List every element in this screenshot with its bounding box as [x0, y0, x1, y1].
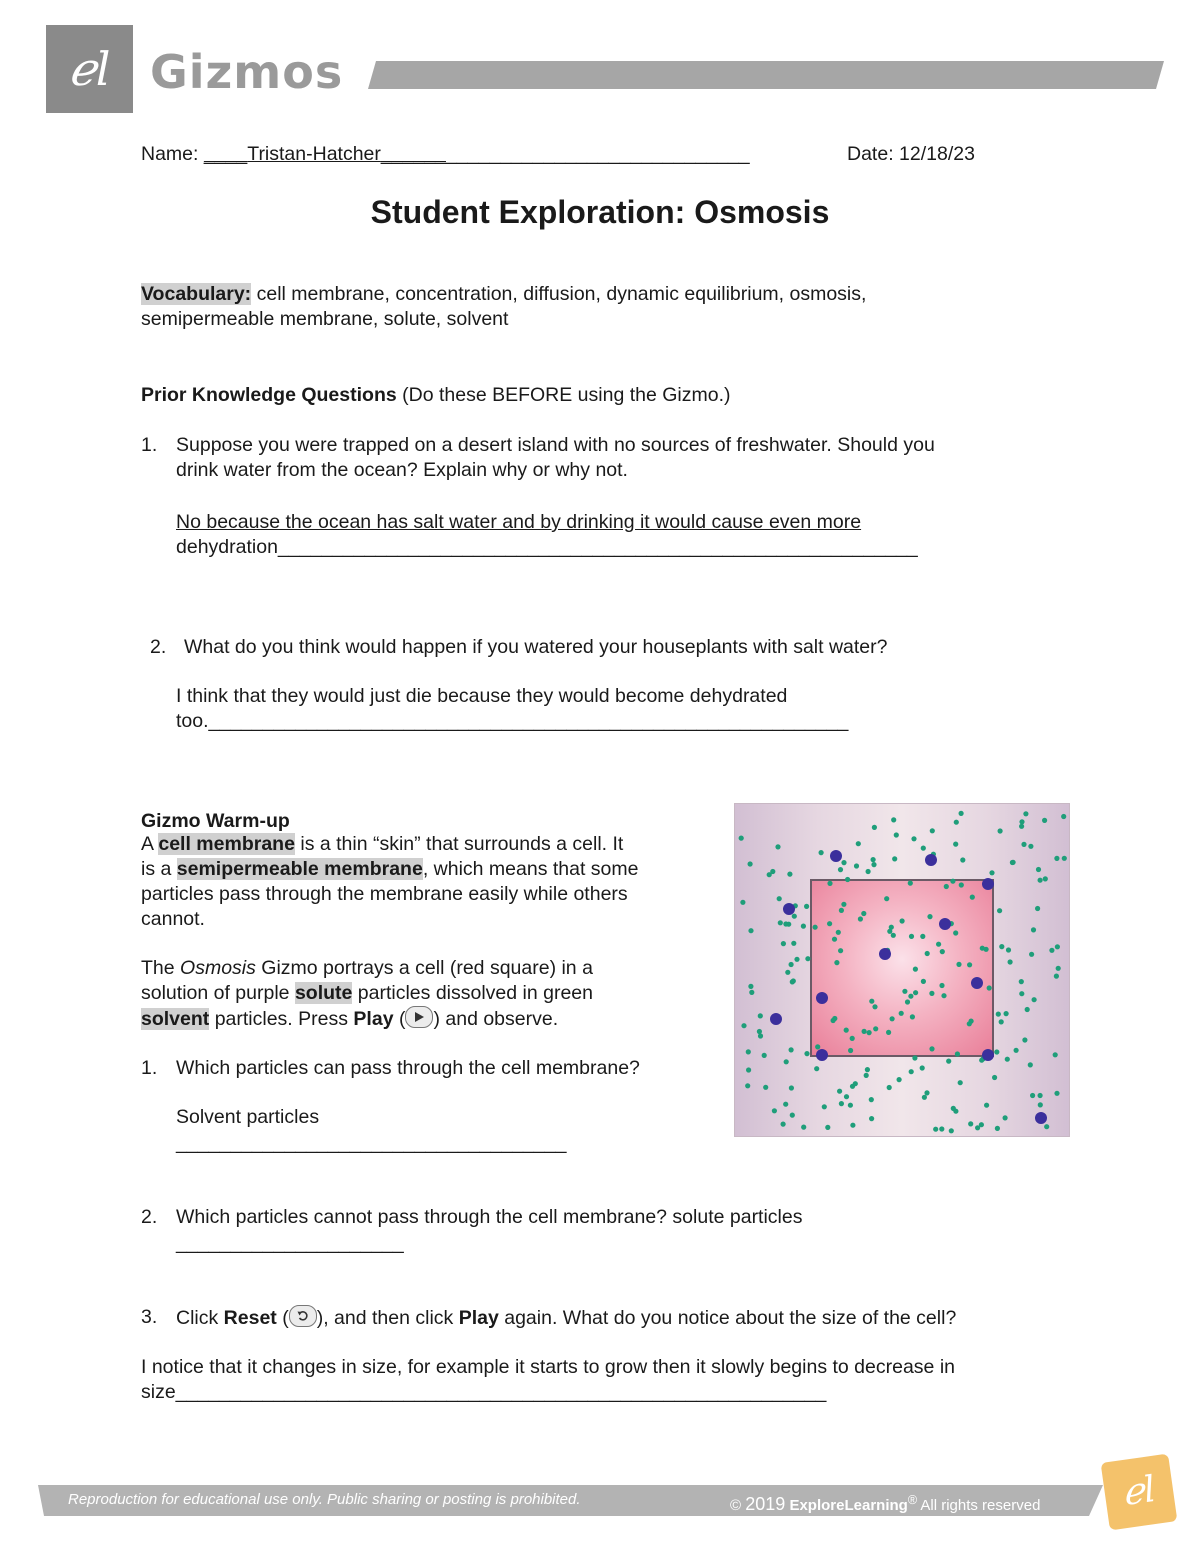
- solvent-particle: [954, 820, 959, 825]
- solvent-particle: [832, 937, 837, 942]
- solvent-particle: [1055, 944, 1060, 949]
- solvent-particle: [757, 1029, 762, 1034]
- solvent-particle: [858, 916, 863, 921]
- term-solute: solute: [294, 982, 353, 1004]
- solvent-particle: [886, 1030, 891, 1035]
- header-band: [368, 61, 1164, 89]
- solvent-particle: [1036, 867, 1041, 872]
- warmup-q3-b: (: [276, 1307, 289, 1329]
- osmosis-simulation-figure: [734, 803, 1070, 1137]
- solvent-particle: [922, 1095, 927, 1100]
- solvent-particle: [887, 1085, 892, 1090]
- solvent-particle: [822, 1104, 827, 1109]
- warmup-p2-italic: Osmosis: [180, 957, 256, 979]
- solvent-particle: [827, 921, 832, 926]
- solvent-particle: [790, 979, 795, 984]
- solvent-particle: [902, 989, 907, 994]
- solvent-particle: [999, 944, 1004, 949]
- solvent-particle: [950, 879, 955, 884]
- prior-a1-line-1[interactable]: [176, 510, 861, 535]
- solvent-particle: [939, 1126, 944, 1131]
- solvent-particle: [890, 1016, 895, 1021]
- solvent-particle: [789, 962, 794, 967]
- solvent-particle: [891, 817, 896, 822]
- solvent-particle: [781, 1122, 786, 1127]
- solvent-particle: [748, 861, 753, 866]
- warmup-p2-a: The: [141, 957, 181, 979]
- solvent-particle: [746, 1067, 751, 1072]
- solvent-particle: [929, 1046, 934, 1051]
- warmup-p2-line-3: [141, 1006, 558, 1032]
- solvent-particle: [949, 1128, 954, 1133]
- solvent-particle: [848, 1103, 853, 1108]
- solvent-particle: [953, 930, 958, 935]
- vocabulary-label: Vocabulary:: [141, 283, 252, 305]
- solvent-particle: [872, 1004, 877, 1009]
- solvent-particle: [792, 914, 797, 919]
- solvent-particle: [866, 869, 871, 874]
- warmup-p1-line-1: [141, 832, 623, 857]
- solvent-particle: [1044, 1124, 1049, 1129]
- solvent-particle: [913, 967, 918, 972]
- solvent-particle: [791, 941, 796, 946]
- solvent-particle: [967, 962, 972, 967]
- solvent-particle: [1021, 842, 1026, 847]
- prior-q1-line-2: drink water from the ocean? Explain why or why not.: [176, 459, 628, 481]
- prior-q2-text: What do you think would happen if you watered your houseplants with salt water?: [184, 636, 888, 658]
- solvent-particle: [913, 990, 918, 995]
- solvent-particle: [992, 1075, 997, 1080]
- solvent-particle: [984, 1103, 989, 1108]
- solvent-particle: [884, 896, 889, 901]
- solvent-particle: [813, 925, 818, 930]
- solvent-particle: [1003, 1115, 1008, 1120]
- solvent-particle: [831, 1018, 836, 1023]
- warmup-a1-line-2[interactable]: ____________________________________: [176, 1132, 567, 1154]
- warmup-p1-d: , which means that some: [422, 858, 639, 880]
- corner-logo-glyph: ℯl: [1119, 1468, 1159, 1515]
- warmup-q3-d: again. What do you notice about the size of the cell?: [498, 1307, 957, 1329]
- solute-particle: [830, 850, 842, 862]
- solvent-particle: [845, 877, 850, 882]
- solvent-particle: [1023, 811, 1028, 816]
- solute-particle: [879, 948, 891, 960]
- solvent-particle: [1028, 1062, 1033, 1067]
- prior-heading: Prior Knowledge Questions: [141, 384, 397, 406]
- solvent-particle: [967, 1021, 972, 1026]
- warmup-p2-line-1: [141, 956, 593, 981]
- warmup-q3-num: 3.: [141, 1306, 158, 1328]
- solvent-particle: [783, 921, 788, 926]
- solvent-particle: [1053, 1052, 1058, 1057]
- solvent-particle: [1035, 906, 1040, 911]
- solvent-particle: [1022, 1037, 1027, 1042]
- solvent-particle: [910, 1014, 915, 1019]
- warmup-a3-line-2[interactable]: size____________________________________________________________: [141, 1381, 827, 1403]
- gizmos-brand: Gizmos: [150, 45, 344, 99]
- solvent-particle: [865, 1067, 870, 1072]
- name-lead: ____: [203, 143, 248, 165]
- name-line: [141, 142, 750, 167]
- solvent-particle: [838, 867, 843, 872]
- solvent-particle: [762, 1053, 767, 1058]
- solvent-particle: [1043, 876, 1048, 881]
- solvent-particle: [1006, 947, 1011, 952]
- solvent-particle: [912, 1055, 917, 1060]
- solvent-particle: [1038, 1093, 1043, 1098]
- prior-q1-num: 1.: [141, 434, 158, 456]
- corner-logo: [1101, 1454, 1178, 1531]
- solute-particle: [1035, 1112, 1047, 1124]
- solute-particle: [816, 1049, 828, 1061]
- solvent-particle: [1028, 844, 1033, 849]
- warmup-p2-line-2: [141, 981, 593, 1006]
- prior-a1-line-2[interactable]: dehydration___________________________________________________________: [176, 536, 918, 558]
- solvent-particle: [836, 930, 841, 935]
- solvent-particle: [862, 1029, 867, 1034]
- prior-q2-num: 2.: [150, 636, 167, 658]
- solvent-particle: [741, 1023, 746, 1028]
- warmup-q3-a: Click: [176, 1307, 224, 1329]
- solvent-particle: [801, 924, 806, 929]
- solvent-particle: [944, 884, 949, 889]
- vocabulary-terms-1: cell membrane, concentration, diffusion, dynamic equilibrium, osmosis,: [251, 283, 867, 305]
- warmup-q2-num: 2.: [141, 1206, 158, 1228]
- solvent-particle: [995, 1126, 1000, 1131]
- solvent-particle: [1032, 997, 1037, 1002]
- solvent-particle: [814, 1066, 819, 1071]
- solvent-particle: [790, 1113, 795, 1118]
- solvent-particle: [900, 918, 905, 923]
- solvent-particle: [897, 1077, 902, 1082]
- solvent-particle: [749, 990, 754, 995]
- footer-copyright: [730, 1489, 1040, 1517]
- warmup-a2-line[interactable]: _____________________: [176, 1232, 404, 1254]
- footer-notice: Reproduction for educational use only. Public sharing or posting is prohibited.: [68, 1491, 581, 1508]
- solvent-particle: [789, 1047, 794, 1052]
- solvent-particle: [889, 925, 894, 930]
- solute-particle: [982, 1049, 994, 1061]
- play-label: Play: [353, 1008, 394, 1030]
- date-value[interactable]: 12/18/23: [899, 143, 975, 165]
- solvent-particle: [850, 1123, 855, 1128]
- solvent-particle: [953, 1109, 958, 1114]
- warmup-p1-line-4: cannot.: [141, 908, 205, 930]
- warmup-p1-line-3: particles pass through the membrane easily while others: [141, 883, 628, 905]
- solvent-particle: [825, 1125, 830, 1130]
- solvent-particle: [794, 957, 799, 962]
- name-underline: ____________________________: [445, 143, 750, 165]
- solvent-particle: [869, 999, 874, 1004]
- solvent-particle: [908, 881, 913, 886]
- solvent-particle: [854, 863, 859, 868]
- solvent-particle: [861, 911, 866, 916]
- solvent-particle: [745, 1083, 750, 1088]
- solvent-particle: [839, 1101, 844, 1106]
- vocabulary-terms-2: semipermeable membrane, solute, solvent: [141, 308, 509, 330]
- solvent-particle: [994, 1049, 999, 1054]
- solvent-particle: [1054, 974, 1059, 979]
- solute-particle: [939, 918, 951, 930]
- solvent-particle: [841, 902, 846, 907]
- solvent-particle: [905, 999, 910, 1004]
- date-line: [847, 142, 975, 167]
- solvent-particle: [740, 900, 745, 905]
- copyright-company: ExploreLearning: [785, 1497, 908, 1514]
- prior-a1-text: No because the ocean has salt water and by drinking it would cause even more: [176, 511, 862, 533]
- solvent-particle: [758, 1033, 763, 1038]
- warmup-p1-line-2: [141, 857, 639, 882]
- reset-icon: [289, 1305, 317, 1327]
- warmup-p2-d: particles dissolved in green: [352, 982, 594, 1004]
- solvent-particle: [1054, 856, 1059, 861]
- term-semipermeable-membrane: semipermeable membrane: [176, 858, 423, 880]
- solvent-particle: [891, 933, 896, 938]
- solute-particle: [982, 878, 994, 890]
- solvent-particle: [960, 857, 965, 862]
- warmup-q1-num: 1.: [141, 1057, 158, 1079]
- solvent-particle: [1038, 1102, 1043, 1107]
- solvent-particle: [1042, 818, 1047, 823]
- warmup-p2-b: Gizmo portrays a cell (red square) in a: [255, 957, 593, 979]
- warmup-a3-line-1[interactable]: I notice that it changes in size, for example it starts to grow then it slowly begins to decrease in: [141, 1356, 955, 1378]
- solvent-particle: [1004, 1011, 1009, 1016]
- solvent-particle: [838, 948, 843, 953]
- solvent-particle: [873, 1026, 878, 1031]
- solvent-particle: [869, 1097, 874, 1102]
- solvent-particle: [1019, 991, 1024, 996]
- solute-particle: [971, 977, 983, 989]
- solvent-particle: [778, 920, 783, 925]
- solvent-particle: [746, 1049, 751, 1054]
- solvent-particle: [872, 825, 877, 830]
- solvent-particle: [930, 828, 935, 833]
- solvent-particle: [787, 872, 792, 877]
- term-solvent: solvent: [141, 1008, 210, 1030]
- warmup-p1-c: is a: [141, 858, 177, 880]
- solvent-particle: [970, 895, 975, 900]
- solvent-particle: [998, 828, 1003, 833]
- solvent-particle: [959, 811, 964, 816]
- solvent-particle: [1019, 824, 1024, 829]
- solvent-particle: [946, 1059, 951, 1064]
- solvent-particle: [758, 1013, 763, 1018]
- solvent-particle: [819, 850, 824, 855]
- vocabulary-line-1: [141, 282, 866, 307]
- solvent-particle: [1031, 927, 1036, 932]
- solvent-particle: [1062, 856, 1067, 861]
- solute-particle: [816, 992, 828, 1004]
- copyright-rights: All rights reserved: [917, 1497, 1041, 1514]
- date-label: Date:: [847, 143, 894, 165]
- solvent-particle: [894, 832, 899, 837]
- solvent-particle: [853, 1081, 858, 1086]
- solvent-particle: [911, 836, 916, 841]
- warmup-q3-line: [176, 1305, 956, 1331]
- warmup-p2-e: particles. Press: [209, 1008, 354, 1030]
- prior-note: (Do these BEFORE using the Gizmo.): [396, 384, 731, 406]
- solvent-particle: [921, 846, 926, 851]
- solvent-particle: [929, 991, 934, 996]
- solvent-particle: [925, 951, 930, 956]
- play-icon: [405, 1006, 433, 1028]
- solute-particle: [783, 903, 795, 915]
- solvent-particle: [1005, 1057, 1010, 1062]
- solvent-particle: [1049, 948, 1054, 953]
- copyright-year: 2019: [745, 1494, 786, 1514]
- solvent-particle: [899, 1011, 904, 1016]
- q3-play-label: Play: [458, 1307, 499, 1329]
- solvent-particle: [748, 928, 753, 933]
- solvent-particle: [941, 993, 946, 998]
- page-title: Student Exploration: Osmosis: [370, 194, 830, 230]
- solvent-particle: [770, 869, 775, 874]
- solvent-particle: [748, 984, 753, 989]
- solvent-particle: [781, 941, 786, 946]
- solvent-particle: [784, 1059, 789, 1064]
- solvent-particle: [921, 979, 926, 984]
- solvent-particle: [844, 1028, 849, 1033]
- solvent-particle: [871, 857, 876, 862]
- solvent-particle: [956, 962, 961, 967]
- warmup-q1-text: Which particles can pass through the cell membrane?: [176, 1057, 640, 1079]
- solvent-particle: [909, 1069, 914, 1074]
- solvent-particle: [815, 1044, 820, 1049]
- prior-a2-line-2[interactable]: too.___________________________________________________________: [176, 710, 849, 732]
- solvent-particle: [739, 836, 744, 841]
- logo-glyph: ℯl: [68, 42, 111, 96]
- solvent-particle: [999, 1019, 1004, 1024]
- solvent-particle: [939, 983, 944, 988]
- solvent-particle: [908, 994, 913, 999]
- name-trail: ______: [380, 143, 446, 165]
- solvent-particle: [955, 1051, 960, 1056]
- solvent-particle: [959, 882, 964, 887]
- solvent-particle: [927, 914, 932, 919]
- term-cell-membrane: cell membrane: [158, 833, 295, 855]
- solvent-particle: [920, 1065, 925, 1070]
- solvent-particle: [1014, 1048, 1019, 1053]
- solvent-particle: [924, 1090, 929, 1095]
- solvent-particle: [841, 860, 846, 865]
- solvent-particle: [1019, 979, 1024, 984]
- solvent-particle: [856, 841, 861, 846]
- solvent-particle: [783, 1102, 788, 1107]
- solvent-particle: [827, 881, 832, 886]
- warmup-p1-b: is a thin “skin” that surrounds a cell. It: [294, 833, 624, 855]
- solvent-particle: [777, 896, 782, 901]
- solvent-particle: [984, 947, 989, 952]
- solvent-particle: [1030, 1093, 1035, 1098]
- warmup-q2-text: Which particles cannot pass through the cell membrane? solute particles: [176, 1206, 803, 1228]
- name-value[interactable]: Tristan-Hatcher: [247, 143, 381, 165]
- solvent-particle: [772, 1108, 777, 1113]
- solvent-particle: [804, 1051, 809, 1056]
- solvent-particle: [789, 1085, 794, 1090]
- prior-a2-line-1[interactable]: I think that they would just die because they would become dehydrated: [176, 685, 788, 707]
- solvent-particle: [864, 1073, 869, 1078]
- reset-label: Reset: [223, 1307, 277, 1329]
- solvent-particle: [837, 1089, 842, 1094]
- solvent-particle: [785, 970, 790, 975]
- warmup-a1-line-1[interactable]: Solvent particles: [176, 1106, 320, 1128]
- warmup-q3-c: ), and then click: [316, 1307, 459, 1329]
- solvent-particle: [989, 870, 994, 875]
- solvent-particle: [844, 1094, 849, 1099]
- name-label: Name:: [141, 143, 199, 165]
- prior-q1-line-1: Suppose you were trapped on a desert island with no sources of freshwater. Should you: [176, 434, 935, 456]
- solvent-particle: [1008, 959, 1013, 964]
- solvent-particle: [867, 1030, 872, 1035]
- warmup-p2-g: ) and observe.: [433, 1008, 559, 1030]
- solvent-particle: [834, 960, 839, 965]
- solvent-particle: [1019, 819, 1024, 824]
- solvent-particle: [996, 1012, 1001, 1017]
- solvent-particle: [804, 904, 809, 909]
- solvent-particle: [958, 1080, 963, 1085]
- solvent-particle: [805, 956, 810, 961]
- solvent-particle: [1011, 860, 1016, 865]
- solvent-particle: [871, 862, 876, 867]
- solvent-particle: [1056, 966, 1061, 971]
- solvent-particle: [763, 1085, 768, 1090]
- solvent-particle: [953, 842, 958, 847]
- solvent-particle: [933, 1127, 938, 1132]
- solvent-particle: [920, 934, 925, 939]
- solvent-particle: [1038, 878, 1043, 883]
- solvent-particle: [839, 908, 844, 913]
- solvent-particle: [869, 1116, 874, 1121]
- prior-knowledge-heading: [141, 383, 731, 408]
- solvent-particle: [997, 908, 1002, 913]
- solvent-particle: [850, 1036, 855, 1041]
- solvent-particle: [968, 1121, 973, 1126]
- explorelearning-logo: [46, 25, 133, 113]
- solvent-particle: [775, 844, 780, 849]
- warmup-p2-c: solution of purple: [141, 982, 295, 1004]
- solvent-particle: [936, 942, 941, 947]
- warmup-p2-f: (: [393, 1008, 406, 1030]
- solute-particle: [925, 854, 937, 866]
- solvent-particle: [801, 1125, 806, 1130]
- warmup-heading: Gizmo Warm-up: [141, 810, 290, 832]
- solvent-particle: [940, 949, 945, 954]
- registered-mark: ®: [907, 1493, 918, 1507]
- particles-layer: [735, 804, 1070, 1137]
- copyright-symbol: ©: [730, 1497, 746, 1514]
- solvent-particle: [892, 856, 897, 861]
- solvent-particle: [1025, 1007, 1030, 1012]
- solvent-particle: [1061, 814, 1066, 819]
- solute-particle: [770, 1013, 782, 1025]
- solvent-particle: [1029, 952, 1034, 957]
- solvent-particle: [987, 985, 992, 990]
- solvent-particle: [1054, 1091, 1059, 1096]
- solvent-particle: [909, 934, 914, 939]
- solvent-particle: [848, 1048, 853, 1053]
- warmup-p1-a: A: [141, 833, 159, 855]
- solvent-particle: [979, 1122, 984, 1127]
